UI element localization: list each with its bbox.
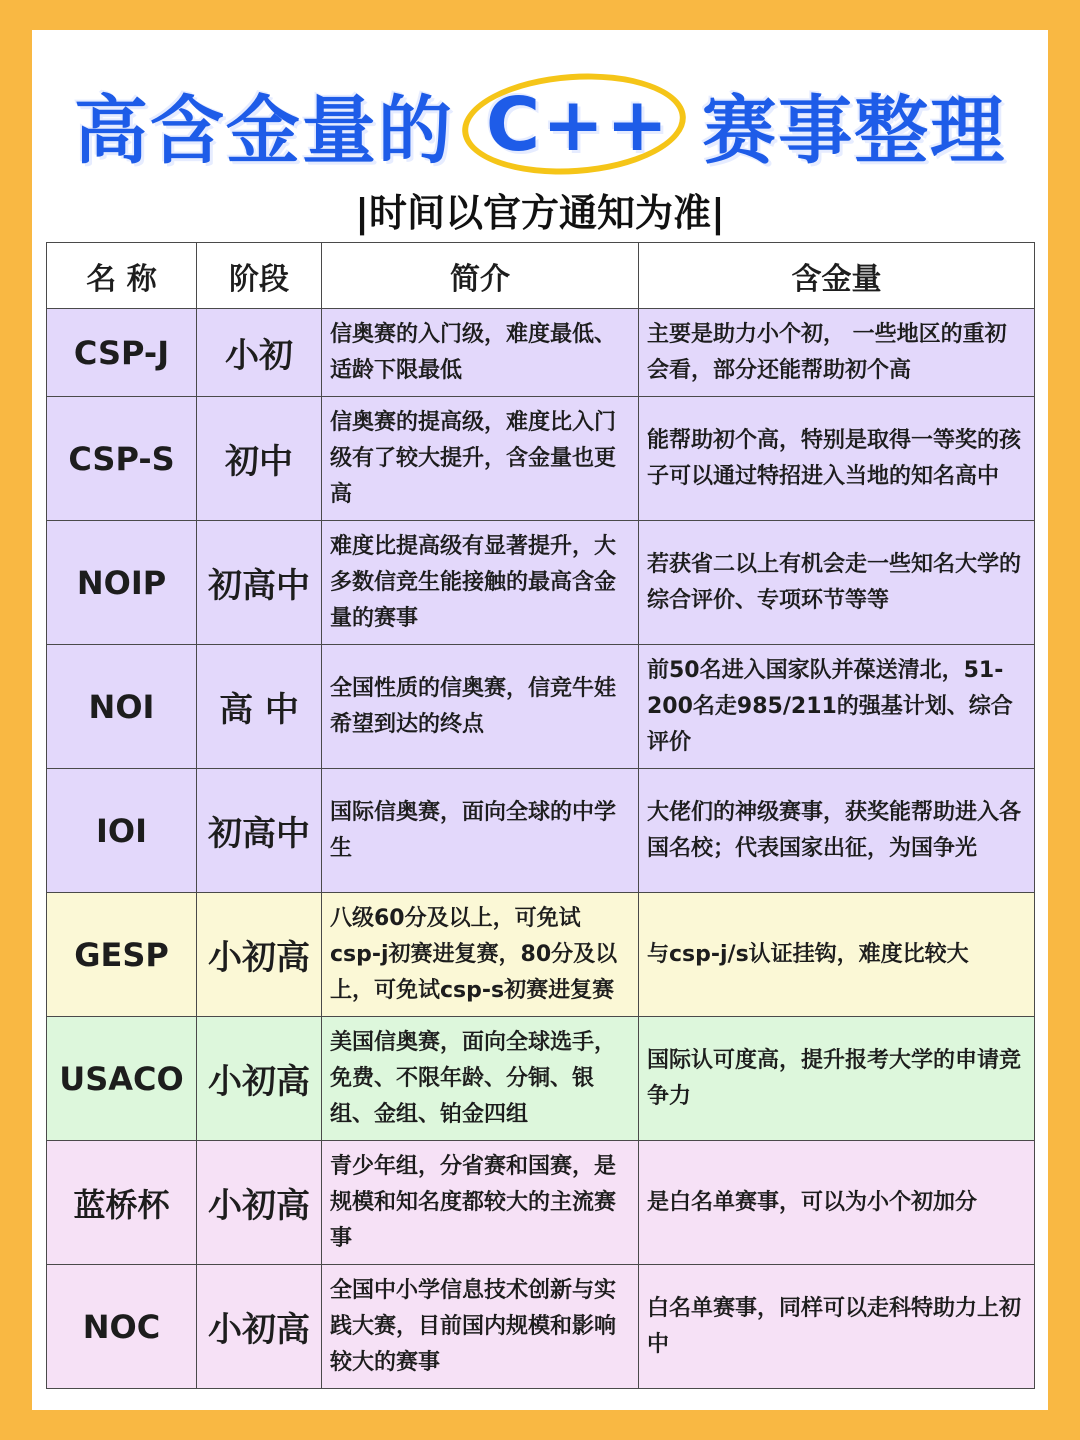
column-header-value: 含金量 (639, 243, 1035, 309)
competition-value: 是白名单赛事，可以为小个初加分 (639, 1141, 1035, 1265)
competition-value: 能帮助初个高，特别是取得一等奖的孩子可以通过特招进入当地的知名高中 (639, 397, 1035, 521)
competition-intro: 美国信奥赛，面向全球选手，免费、不限年龄、分铜、银组、金组、铂金四组 (322, 1017, 639, 1141)
column-header-intro: 简介 (322, 243, 639, 309)
title-cpp (468, 82, 688, 168)
competition-value: 前50名进入国家队并葆送清北，51-200名走985/211的强基计划、综合评价 (639, 645, 1035, 769)
table-row (47, 645, 1035, 769)
competition-name: 蓝桥杯 (47, 1141, 197, 1265)
competition-intro: 难度比提高级有显著提升，大多数信竞生能接触的最高含金量的赛事 (322, 521, 639, 645)
competition-intro: 国际信奥赛，面向全球的中学生 (322, 769, 639, 893)
competition-stage: 小初高 (197, 1141, 322, 1265)
competition-stage: 小初高 (197, 893, 322, 1017)
competition-stage: 小初 (197, 309, 322, 397)
competition-value: 白名单赛事，同样可以走科特助力上初中 (639, 1265, 1035, 1389)
competition-table (46, 242, 1035, 1389)
competition-value: 主要是助力小个初， 一些地区的重初会看，部分还能帮助初个高 (639, 309, 1035, 397)
competition-intro: 全国性质的信奥赛，信竞牛娃希望到达的终点 (322, 645, 639, 769)
competition-name: IOI (47, 769, 197, 893)
title-part-1: 高含金量的 (73, 88, 454, 174)
competition-stage: 小初高 (197, 1265, 322, 1389)
competition-stage: 初高中 (197, 521, 322, 645)
table-row (47, 769, 1035, 893)
competition-name: CSP-J (47, 309, 197, 397)
page-title (74, 72, 1006, 178)
competition-name: NOIP (47, 521, 197, 645)
table-body (47, 309, 1035, 1389)
competition-intro: 八级60分及以上，可免试csp-j初赛进复赛，80分及以上，可免试csp-s初赛进复赛 (322, 893, 639, 1017)
competition-stage: 初中 (197, 397, 322, 521)
table-row (47, 1141, 1035, 1265)
title-part-2: 赛事整理 (702, 88, 1007, 174)
competition-intro: 信奥赛的提高级，难度比入门级有了较大提升，含金量也更高 (322, 397, 639, 521)
competition-name: GESP (47, 893, 197, 1017)
competition-name: CSP-S (47, 397, 197, 521)
table-row (47, 1265, 1035, 1389)
competition-intro: 信奥赛的入门级，难度最低、适龄下限最低 (322, 309, 639, 397)
title-cpp-text: C++ (485, 82, 671, 168)
competition-stage: 小初高 (197, 1017, 322, 1141)
title-block (32, 70, 1048, 180)
competition-value: 若获省二以上有机会走一些知名大学的综合评价、专项环节等等 (639, 521, 1035, 645)
competition-value: 国际认可度高，提升报考大学的申请竞争力 (639, 1017, 1035, 1141)
column-header-name: 名 称 (47, 243, 197, 309)
competition-intro: 青少年组，分省赛和国赛，是规模和知名度都较大的主流赛事 (322, 1141, 639, 1265)
content-card (32, 30, 1048, 1410)
table-row (47, 397, 1035, 521)
table-row (47, 1017, 1035, 1141)
table-row (47, 521, 1035, 645)
competition-stage: 高 中 (197, 645, 322, 769)
competition-name: NOI (47, 645, 197, 769)
table-row (47, 309, 1035, 397)
subtitle: |时间以官方通知为准| (355, 191, 725, 235)
table-row (47, 893, 1035, 1017)
competition-value: 与csp-j/s认证挂钩，难度比较大 (639, 893, 1035, 1017)
column-header-stage: 阶段 (197, 243, 322, 309)
competition-intro: 全国中小学信息技术创新与实践大赛，目前国内规模和影响较大的赛事 (322, 1265, 639, 1389)
competition-stage: 初高中 (197, 769, 322, 893)
table-header-row (47, 243, 1035, 309)
competition-value: 大佬们的神级赛事，获奖能帮助进入各国名校；代表国家出征，为国争光 (639, 769, 1035, 893)
competition-name: NOC (47, 1265, 197, 1389)
competition-name: USACO (47, 1017, 197, 1141)
